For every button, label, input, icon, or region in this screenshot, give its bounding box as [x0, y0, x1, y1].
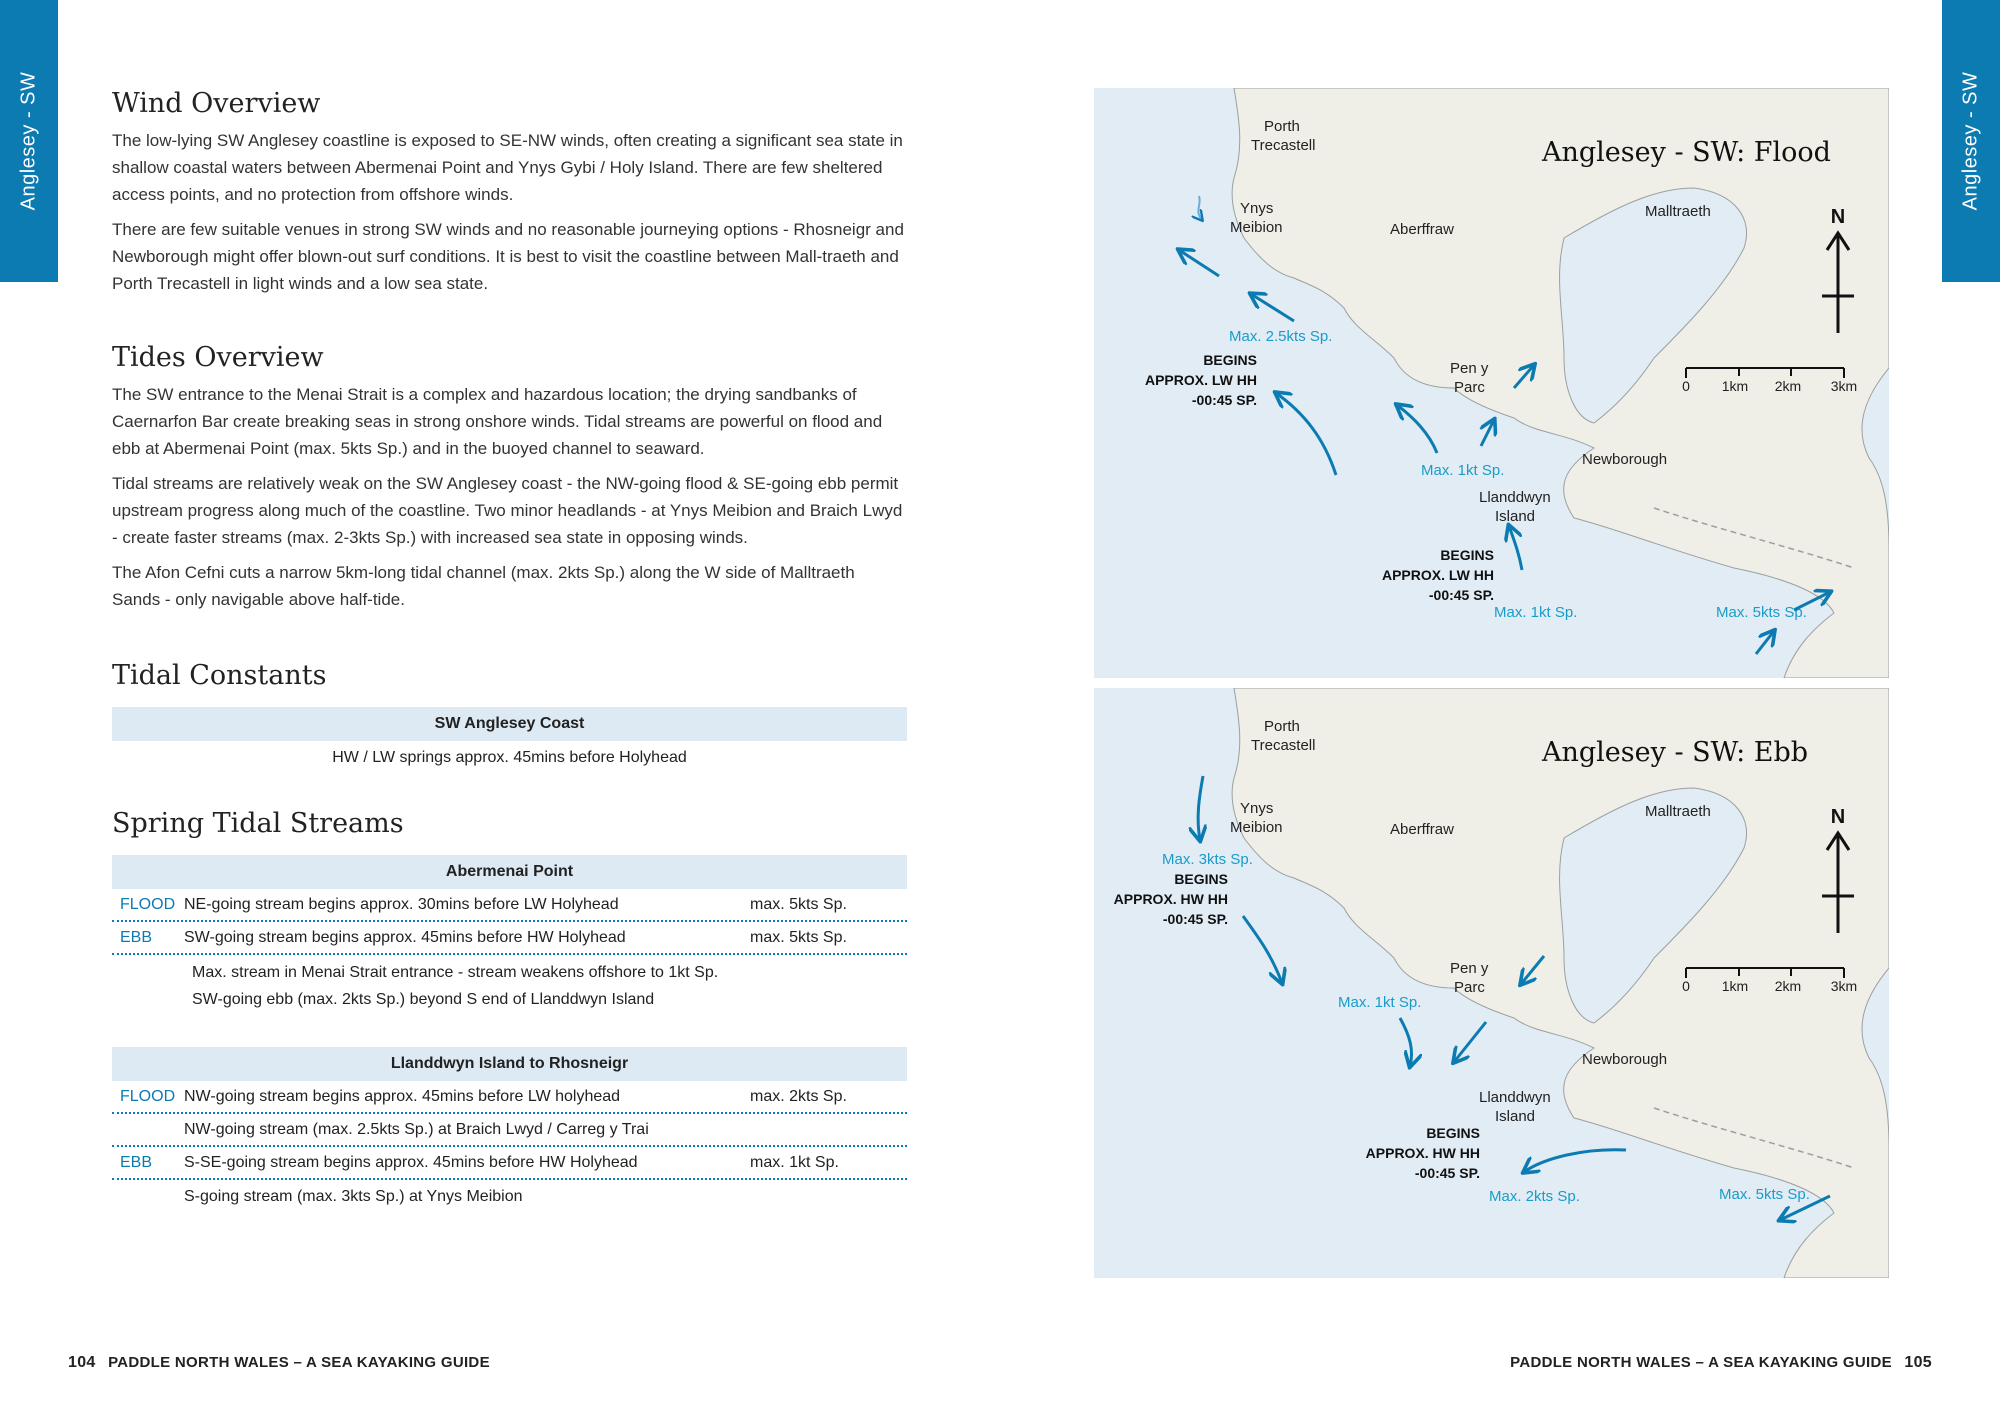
- rate-label: Max. 5kts Sp.: [1719, 1186, 1810, 1203]
- stream-note: S-going stream (max. 3kts Sp.) at Ynys Meibion: [184, 1187, 523, 1205]
- tides-paragraph-1: The SW entrance to the Menai Strait is a complex and hazardous location; the drying sandbanks of Caernarfon Bar create breaking seas in strong onshore winds. Tidal streams are powerful on flood and ebb at Abermenai Point (max. 5kts Sp.) and in the buoyed channel to seaward.: [112, 385, 883, 458]
- scale-label: 3km: [1830, 378, 1858, 394]
- place-label: Aberffraw: [1390, 221, 1454, 238]
- table-row: [112, 922, 907, 955]
- stream-tag: EBB: [120, 1153, 153, 1171]
- north-label: N: [1830, 806, 1846, 828]
- place-label: Island: [1495, 1108, 1536, 1125]
- rate-label: Max. 2kts Sp.: [1489, 1188, 1580, 1205]
- section-tab-right: [1942, 0, 2000, 282]
- rate-label: Max. 1kt Sp.: [1494, 604, 1578, 621]
- rate-label: Max. 1kt Sp.: [1338, 994, 1422, 1011]
- table-row: [112, 1114, 907, 1147]
- place-label: Island: [1495, 508, 1536, 525]
- flood-map: [1094, 88, 1889, 678]
- table-header: Abermenai Point: [112, 855, 907, 889]
- footer-right: [1510, 1354, 1940, 1372]
- begins-label: BEGINS: [1426, 1125, 1480, 1141]
- begins-label: -00:45 SP.: [1191, 392, 1257, 408]
- spring-streams-section: [112, 808, 907, 1213]
- book-title: PADDLE NORTH WALES – A SEA KAYAKING GUIDE: [1510, 1354, 1892, 1371]
- tides-paragraph-2: Tidal streams are relatively weak on the SW Anglesey coast - the NW-going flood & SE-going ebb permit upstream progress along much of the coastline. Two minor headlands - at Ynys Meibion and Braich Lwyd - create faster streams (max. 2-3kts Sp.) with increased sea state in opposing winds.: [112, 474, 903, 547]
- scale-label: 0: [1682, 378, 1690, 394]
- scale-label: 2km: [1774, 378, 1802, 394]
- stream-max: max. 1kt Sp.: [750, 1153, 839, 1171]
- begins-label: -00:45 SP.: [1428, 587, 1494, 603]
- tides-paragraph-3: The Afon Cefni cuts a narrow 5km-long tidal channel (max. 2kts Sp.) along the W side of Malltraeth Sands - only navigable above half-tide.: [112, 563, 855, 609]
- page-number: 105: [1904, 1354, 1932, 1371]
- begins-label: BEGINS: [1174, 871, 1228, 887]
- map-title: Anglesey - SW: Flood: [1542, 137, 1831, 168]
- tidal-constants-section: [112, 660, 907, 775]
- stream-description: NE-going stream begins approx. 30mins before LW Holyhead: [184, 895, 619, 913]
- stream-tag: FLOOD: [120, 1087, 176, 1105]
- place-label: Porth: [1264, 718, 1300, 735]
- tides-overview-heading: Tides Overview: [112, 342, 324, 373]
- table-row: [112, 1081, 907, 1114]
- place-label: Meibion: [1230, 219, 1283, 236]
- table-header: SW Anglesey Coast: [112, 707, 907, 741]
- table-row: [112, 1147, 907, 1180]
- begins-label: APPROX. LW HH: [1144, 372, 1257, 388]
- scale-label: 0: [1682, 978, 1690, 994]
- rate-label: Max. 3kts Sp.: [1162, 851, 1253, 868]
- place-label: Trecastell: [1251, 737, 1316, 754]
- ebb-map: [1094, 688, 1889, 1278]
- place-label: Parc: [1454, 979, 1485, 996]
- table-header: Llanddwyn Island to Rhosneigr: [112, 1047, 907, 1081]
- place-label: Malltraeth: [1645, 203, 1711, 220]
- place-label: Aberffraw: [1390, 821, 1454, 838]
- place-label: Newborough: [1582, 1051, 1668, 1068]
- place-label: Ynys: [1240, 800, 1274, 817]
- place-label: Malltraeth: [1645, 803, 1711, 820]
- table-row: HW / LW springs approx. 45mins before Holyhead: [332, 749, 687, 766]
- begins-label: APPROX. LW HH: [1381, 567, 1494, 583]
- section-tab-label: Anglesey - SW: [17, 71, 40, 211]
- rate-label: Max. 1kt Sp.: [1421, 462, 1505, 479]
- place-label: Ynys: [1240, 200, 1274, 217]
- tidal-constants-heading: Tidal Constants: [112, 660, 327, 691]
- table-row: [112, 889, 907, 922]
- wind-paragraph-1: The low-lying SW Anglesey coastline is exposed to SE-NW winds, often creating a significant sea state in shallow coastal waters between Abermenai Point and Ynys Gybi / Holy Island. There are few sheltered access points, and no protection from offshore winds.: [112, 131, 903, 204]
- place-label: Pen y: [1450, 960, 1489, 977]
- begins-label: APPROX. HW HH: [1113, 891, 1228, 907]
- place-label: Porth: [1264, 118, 1300, 135]
- place-label: Llanddwyn: [1479, 1089, 1551, 1106]
- place-label: Llanddwyn: [1479, 489, 1551, 506]
- tidal-constants-table: [112, 707, 907, 775]
- abermenai-table: [112, 855, 907, 1013]
- section-tab-left: [0, 0, 58, 282]
- stream-max: max. 5kts Sp.: [750, 895, 847, 913]
- section-tab-label: Anglesey - SW: [1959, 71, 1982, 211]
- begins-label: APPROX. HW HH: [1365, 1145, 1480, 1161]
- place-label: Pen y: [1450, 360, 1489, 377]
- book-title: PADDLE NORTH WALES – A SEA KAYAKING GUIDE: [108, 1354, 490, 1371]
- place-label: Newborough: [1582, 451, 1668, 468]
- stream-note: Max. stream in Menai Strait entrance - stream weakens offshore to 1kt Sp.: [192, 964, 719, 981]
- begins-label: BEGINS: [1440, 547, 1494, 563]
- stream-description: NW-going stream (max. 2.5kts Sp.) at Braich Lwyd / Carreg y Trai: [184, 1120, 649, 1138]
- stream-max: max. 2kts Sp.: [750, 1087, 847, 1105]
- place-label: Trecastell: [1251, 137, 1316, 154]
- wind-overview-section: [112, 88, 907, 297]
- scale-label: 1km: [1721, 378, 1749, 394]
- spring-streams-heading: Spring Tidal Streams: [112, 808, 404, 839]
- footer-left: [60, 1354, 490, 1372]
- page-number: 104: [68, 1354, 96, 1371]
- rate-label: Max. 2.5kts Sp.: [1229, 328, 1333, 345]
- wind-overview-heading: Wind Overview: [112, 88, 321, 119]
- begins-label: BEGINS: [1203, 352, 1257, 368]
- scale-label: 2km: [1774, 978, 1802, 994]
- llanddwyn-table: [112, 1047, 907, 1213]
- place-label: Parc: [1454, 379, 1485, 396]
- stream-description: S-SE-going stream begins approx. 45mins before HW Holyhead: [184, 1153, 638, 1171]
- map-title: Anglesey - SW: Ebb: [1542, 737, 1809, 768]
- rate-label: Max. 5kts Sp.: [1716, 604, 1807, 621]
- stream-tag: EBB: [120, 928, 153, 946]
- tides-overview-section: [112, 342, 907, 613]
- begins-label: -00:45 SP.: [1414, 1165, 1480, 1181]
- stream-description: SW-going stream begins approx. 45mins before HW Holyhead: [184, 928, 626, 946]
- scale-label: 3km: [1830, 978, 1858, 994]
- wind-paragraph-2: There are few suitable venues in strong SW winds and no reasonable journeying options - Rhosneigr and Newborough might offer blown-out surf conditions. It is best to visit the coastline between Mall-traeth and Porth Trecastell in light winds and a low sea state.: [112, 220, 904, 293]
- scale-label: 1km: [1721, 978, 1749, 994]
- stream-max: max. 5kts Sp.: [750, 928, 847, 946]
- stream-description: NW-going stream begins approx. 45mins before LW holyhead: [184, 1087, 621, 1105]
- begins-label: -00:45 SP.: [1162, 911, 1228, 927]
- table-row: [112, 1180, 907, 1213]
- place-label: Meibion: [1230, 819, 1283, 836]
- north-label: N: [1830, 206, 1846, 228]
- stream-note: SW-going ebb (max. 2kts Sp.) beyond S end of Llanddwyn Island: [192, 991, 655, 1008]
- stream-tag: FLOOD: [120, 895, 176, 913]
